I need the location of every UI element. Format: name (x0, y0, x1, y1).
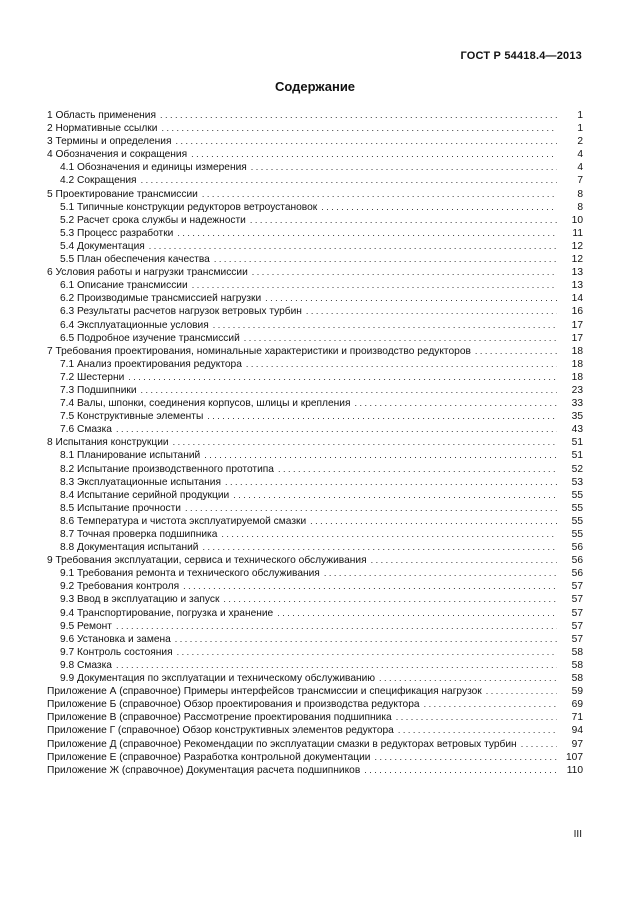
toc-entry[interactable] (47, 253, 583, 266)
toc-entry-title: 6.3 Результаты расчетов нагрузок ветровых турбин (60, 306, 302, 318)
toc-leader-dots (214, 253, 557, 266)
toc-entry-page: 4 (577, 162, 583, 174)
toc-entry-page: 4 (577, 149, 583, 161)
toc-leader-dots (424, 698, 557, 711)
toc-entry-title: 9.5 Ремонт (60, 620, 112, 632)
toc-entry[interactable] (47, 201, 583, 214)
toc-entry[interactable] (47, 607, 583, 620)
toc-leader-dots (177, 227, 557, 240)
toc-leader-dots (396, 711, 557, 724)
toc-leader-dots (306, 305, 557, 318)
toc-entry[interactable] (47, 410, 583, 423)
toc-entry-page: 16 (571, 306, 583, 318)
toc-entry-title: 7.1 Анализ проектирования редуктора (60, 358, 242, 370)
toc-entry[interactable] (47, 476, 583, 489)
toc-entry-title: Приложение Е (справочное) Разработка контрольной документации (47, 751, 371, 763)
toc-entry-page: 58 (571, 659, 583, 671)
toc-leader-dots (364, 764, 557, 777)
toc-entry-title: 5.2 Расчет срока службы и надежности (60, 214, 246, 226)
toc-entry-page: 57 (571, 620, 583, 632)
toc-entry-title: 6.5 Подробное изучение трансмиссий (60, 332, 240, 344)
toc-entry[interactable] (47, 423, 583, 436)
toc-entry-title: 7.2 Шестерни (60, 371, 125, 383)
toc-entry[interactable] (47, 463, 583, 476)
toc-leader-dots (183, 580, 557, 593)
toc-entry-page: 55 (571, 529, 583, 540)
toc-entry-page: 17 (571, 319, 583, 331)
toc-entry[interactable] (47, 593, 583, 606)
toc-entry[interactable] (47, 345, 583, 358)
toc-entry[interactable] (47, 109, 583, 122)
toc-entry-page: 110 (566, 764, 583, 776)
toc-leader-dots (486, 685, 557, 698)
toc-entry-title: 9.7 Контроль состояния (60, 646, 173, 658)
toc-entry-page: 10 (571, 214, 583, 226)
toc-leader-dots (324, 567, 557, 580)
toc-entry-page: 56 (571, 555, 583, 567)
toc-leader-dots (141, 384, 557, 397)
toc-leader-dots (371, 554, 557, 567)
toc-entry-title: 7.6 Смазка (60, 424, 112, 436)
toc-entry[interactable] (47, 266, 583, 279)
toc-entry-title: 8.6 Температура и чистота эксплуатируемой смазки (60, 515, 307, 527)
toc-entry-title: Приложение Б (справочное) Обзор проектирования и производства редуктора (47, 699, 420, 711)
toc-entry-title: 4.1 Обозначения и единицы измерения (60, 162, 247, 174)
toc-entry-page: 52 (571, 463, 583, 475)
toc-entry-page: 13 (571, 280, 583, 292)
toc-entry-title: 4 Обозначения и сокращения (47, 149, 188, 161)
toc-leader-dots (192, 279, 557, 292)
toc-leader-dots (128, 371, 557, 384)
toc-leader-dots (221, 528, 557, 541)
toc-leader-dots (202, 541, 557, 554)
toc-entry-page: 56 (571, 568, 583, 580)
page-number: III (573, 829, 582, 840)
toc-leader-dots (141, 174, 557, 187)
toc-entry-page: 51 (571, 437, 583, 449)
toc-entry-title: Приложение Д (справочное) Рекомендации по эксплуатации смазки в редукторах ветровых турбин (47, 738, 517, 750)
toc-entry-title: 9.3 Ввод в эксплуатацию и запуск (60, 594, 220, 606)
toc-leader-dots (223, 593, 557, 606)
toc-entry-title: 8.1 Планирование испытаний (60, 450, 201, 462)
toc-entry-title: 3 Термины и определения (47, 136, 172, 148)
toc-entry-title: Приложение В (справочное) Рассмотрение проектирования подшипника (47, 712, 392, 724)
toc-entry-title: 7 Требования проектирования, номинальные характеристики и производство редукторов (47, 345, 471, 357)
toc-entry-title: 8 Испытания конструкции (47, 437, 169, 449)
toc-entry-title: 5.1 Типичные конструкции редукторов ветроустановок (60, 201, 318, 213)
toc-entry[interactable] (47, 279, 583, 292)
toc-entry-page: 57 (571, 594, 583, 606)
toc-leader-dots (265, 292, 557, 305)
toc-leader-dots (398, 724, 557, 737)
toc-entry-title: 5.3 Процесс разработки (60, 227, 174, 239)
toc-leader-dots (375, 751, 558, 764)
toc-leader-dots (246, 358, 557, 371)
toc-entry-title: 6.2 Производимые трансмиссией нагрузки (60, 293, 262, 305)
toc-leader-dots (177, 646, 557, 659)
toc-entry[interactable] (47, 384, 583, 397)
toc-entry-title: 9.8 Смазка (60, 659, 112, 671)
page-title: Содержание (274, 79, 356, 94)
toc-entry[interactable] (47, 227, 583, 240)
toc-entry-page: 8 (577, 201, 583, 213)
toc-entry-title: 1 Область применения (47, 110, 156, 121)
toc-entry-title: 9.9 Документация по эксплуатации и техническому обслуживанию (60, 673, 375, 685)
toc-entry-page: 35 (571, 411, 583, 423)
toc-leader-dots (207, 410, 557, 423)
toc-entry-page: 94 (571, 725, 583, 737)
toc-entry-page: 58 (571, 673, 583, 685)
toc-leader-dots (521, 738, 557, 751)
toc-entry[interactable] (47, 161, 583, 174)
toc-entry-title: 8.7 Точная проверка подшипника (60, 529, 218, 540)
toc-entry[interactable] (47, 332, 583, 345)
toc-entry[interactable] (47, 502, 583, 515)
toc-entry-title: 8.8 Документация испытаний (60, 542, 199, 554)
toc-leader-dots (160, 109, 557, 122)
toc-entry[interactable] (47, 738, 583, 751)
toc-entry[interactable] (47, 397, 583, 410)
toc-entry[interactable] (47, 711, 583, 724)
toc-entry-page: 1 (577, 123, 583, 135)
toc-entry-page: 107 (566, 751, 583, 763)
toc-entry[interactable] (47, 135, 583, 148)
toc-entry[interactable] (47, 698, 583, 711)
toc-entry-title: Приложение Г (справочное) Обзор конструктивных элементов редуктора (47, 725, 394, 737)
toc-entry[interactable] (47, 554, 583, 567)
toc-entry-title: 8.5 Испытание прочности (60, 502, 181, 514)
toc-entry-title: 7.5 Конструктивные элементы (60, 411, 204, 423)
toc-leader-dots (175, 633, 557, 646)
toc-entry-page: 13 (571, 267, 583, 279)
toc-entry[interactable] (47, 567, 583, 580)
toc-entry-title: 9.6 Установка и замена (60, 633, 171, 645)
toc-entry-page: 55 (571, 515, 583, 527)
toc-leader-dots (173, 436, 557, 449)
toc-leader-dots (244, 332, 557, 345)
toc-entry-title: 8.3 Эксплуатационные испытания (60, 476, 222, 488)
toc-entry-page: 11 (572, 227, 583, 239)
toc-entry[interactable] (47, 292, 583, 305)
toc-entry-page: 17 (571, 332, 583, 344)
toc-entry-page: 18 (571, 358, 583, 370)
toc-leader-dots (213, 319, 557, 332)
toc-entry[interactable] (47, 620, 583, 633)
toc-entry[interactable] (47, 319, 583, 332)
toc-entry[interactable] (47, 672, 583, 685)
toc-leader-dots (252, 266, 557, 279)
toc-entry-page: 33 (571, 398, 583, 410)
toc-leader-dots (379, 672, 557, 685)
toc-leader-dots (355, 397, 558, 410)
toc-entry-title: 6 Условия работы и нагрузки трансмиссии (47, 267, 248, 279)
toc-entry[interactable] (47, 659, 583, 672)
toc-leader-dots (175, 135, 557, 148)
toc-leader-dots (191, 148, 557, 161)
toc-leader-dots (251, 161, 557, 174)
toc-leader-dots (233, 489, 557, 502)
toc-entry-page: 56 (571, 542, 583, 554)
toc-entry-page: 8 (577, 188, 583, 200)
toc-leader-dots (321, 201, 557, 214)
toc-entry[interactable] (47, 436, 583, 449)
toc-entry-page: 18 (571, 345, 583, 357)
toc-leader-dots (225, 476, 557, 489)
toc-leader-dots (278, 463, 557, 476)
toc-entry-title: 9.2 Требования контроля (60, 581, 180, 593)
toc-entry-page: 69 (571, 699, 583, 711)
toc-leader-dots (161, 122, 557, 135)
toc-entry-title: 7.4 Валы, шпонки, соединения корпусов, шлицы и крепления (60, 398, 351, 410)
toc-leader-dots (149, 240, 557, 253)
toc-entry-page: 23 (571, 384, 583, 396)
toc-entry[interactable] (47, 305, 583, 318)
toc-leader-dots (310, 515, 557, 528)
toc-entry-page: 57 (571, 581, 583, 593)
toc-entry[interactable] (47, 515, 583, 528)
toc-entry-page: 55 (571, 489, 583, 501)
toc-entry[interactable] (47, 122, 583, 135)
toc-leader-dots (185, 502, 557, 515)
toc-entry-page: 12 (571, 240, 583, 252)
table-of-contents (47, 109, 583, 777)
toc-entry-page: 57 (571, 633, 583, 645)
toc-entry-title: 8.4 Испытание серийной продукции (60, 489, 230, 501)
toc-leader-dots (250, 214, 557, 227)
toc-entry[interactable] (47, 724, 583, 737)
toc-entry[interactable] (47, 489, 583, 502)
toc-entry-page: 58 (571, 646, 583, 658)
toc-entry-title: 9.1 Требования ремонта и технического обслуживания (60, 568, 320, 580)
toc-entry[interactable] (47, 240, 583, 253)
toc-entry-title: 6.1 Описание трансмиссии (60, 280, 188, 292)
toc-entry[interactable] (47, 449, 583, 462)
toc-entry-title: 4.2 Сокращения (60, 175, 137, 187)
toc-entry-title: 9.4 Транспортирование, погрузка и хранение (60, 607, 274, 619)
toc-entry-page: 51 (571, 450, 583, 462)
toc-leader-dots (202, 188, 557, 201)
toc-entry[interactable] (47, 148, 583, 161)
toc-entry-title: 5 Проектирование трансмиссии (47, 188, 198, 200)
toc-entry-page: 18 (571, 371, 583, 383)
toc-entry-title: 8.2 Испытание производственного прототипа (60, 463, 274, 475)
toc-entry-page: 7 (577, 175, 583, 187)
toc-entry[interactable] (47, 358, 583, 371)
toc-entry[interactable] (47, 751, 583, 764)
toc-entry-page: 2 (577, 136, 583, 148)
toc-leader-dots (475, 345, 557, 358)
toc-entry-title: 5.4 Документация (60, 240, 145, 252)
toc-entry[interactable] (47, 633, 583, 646)
toc-leader-dots (116, 659, 557, 672)
toc-entry-title: 7.3 Подшипники (60, 384, 137, 396)
toc-entry-page: 12 (571, 254, 583, 266)
toc-leader-dots (204, 449, 557, 462)
toc-entry-title: Приложение А (справочное) Примеры интерфейсов трансмиссии и спецификация нагрузок (47, 686, 482, 698)
toc-entry[interactable] (47, 371, 583, 384)
toc-entry-title: 5.5 План обеспечения качества (60, 254, 210, 266)
toc-entry[interactable] (47, 685, 583, 698)
toc-entry[interactable] (47, 646, 583, 659)
toc-entry[interactable] (47, 214, 583, 227)
toc-entry-title: 2 Нормативные ссылки (47, 123, 158, 135)
toc-entry[interactable] (47, 580, 583, 593)
toc-entry-page: 97 (571, 738, 583, 750)
toc-entry-page: 53 (571, 476, 583, 488)
document-number: ГОСТ Р 54418.4—2013 (460, 50, 582, 62)
toc-entry-page: 43 (571, 424, 583, 436)
toc-entry[interactable] (47, 541, 583, 554)
toc-entry[interactable] (47, 528, 583, 541)
toc-entry[interactable] (47, 174, 583, 187)
toc-entry-title: 9 Требования эксплуатации, сервиса и технического обслуживания (47, 555, 367, 567)
toc-entry-title: Приложение Ж (справочное) Документация расчета подшипников (47, 764, 361, 776)
toc-entry-page: 71 (571, 712, 583, 724)
toc-entry-page: 14 (571, 293, 583, 305)
toc-entry[interactable] (47, 764, 583, 777)
toc-entry-page: 1 (577, 110, 583, 121)
toc-leader-dots (116, 423, 557, 436)
toc-entry[interactable] (47, 188, 583, 201)
toc-entry-page: 59 (571, 686, 583, 698)
toc-entry-page: 55 (571, 502, 583, 514)
toc-leader-dots (116, 620, 557, 633)
toc-entry-page: 57 (571, 607, 583, 619)
toc-leader-dots (277, 607, 557, 620)
toc-entry-title: 6.4 Эксплуатационные условия (60, 319, 209, 331)
